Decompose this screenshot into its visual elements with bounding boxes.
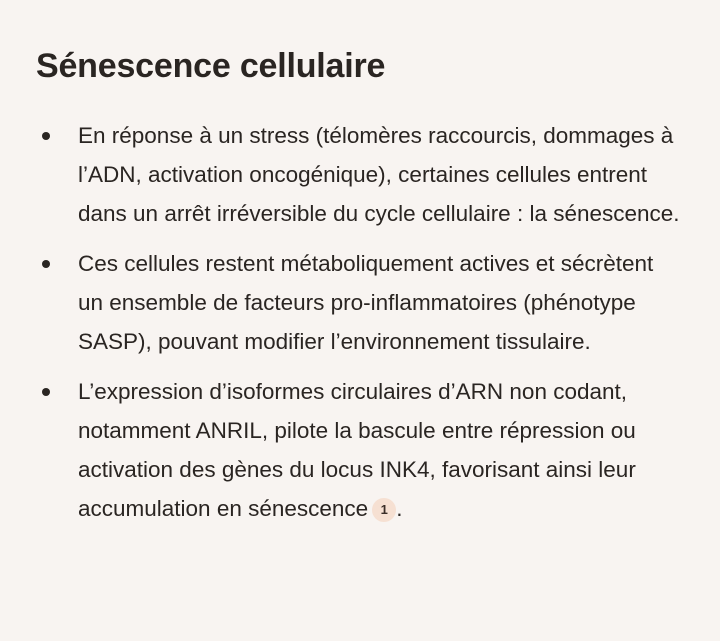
list-item xyxy=(36,372,684,528)
bullet-icon xyxy=(42,260,50,268)
list-item-text: En réponse à un stress (télomères raccourcis, dommages à l’ADN, activation oncogénique), certaines cellules entrent dans un arrêt irréversible du cycle cellulaire : la sénescence. xyxy=(78,123,680,226)
bullet-list xyxy=(36,116,684,528)
list-item-trailing: . xyxy=(396,496,403,521)
list-item-text: Ces cellules restent métaboliquement actives et sécrètent un ensemble de facteurs pro-inflammatoires (phénotype SASP), pouvant modifier l’environnement tissulaire. xyxy=(78,251,654,354)
citation-badge[interactable]: 1 xyxy=(372,498,396,522)
bullet-icon xyxy=(42,388,50,396)
list-item xyxy=(36,116,684,233)
bullet-icon xyxy=(42,132,50,140)
section-title: Sénescence cellulaire xyxy=(36,47,386,85)
list-item xyxy=(36,244,684,361)
list-item-text: L’expression d’isoformes circulaires d’ARN non codant, notamment ANRIL, pilote la bascule entre répression ou activation des gènes du locus INK4, favorisant ainsi leur accumulation en sénescence xyxy=(78,379,636,521)
